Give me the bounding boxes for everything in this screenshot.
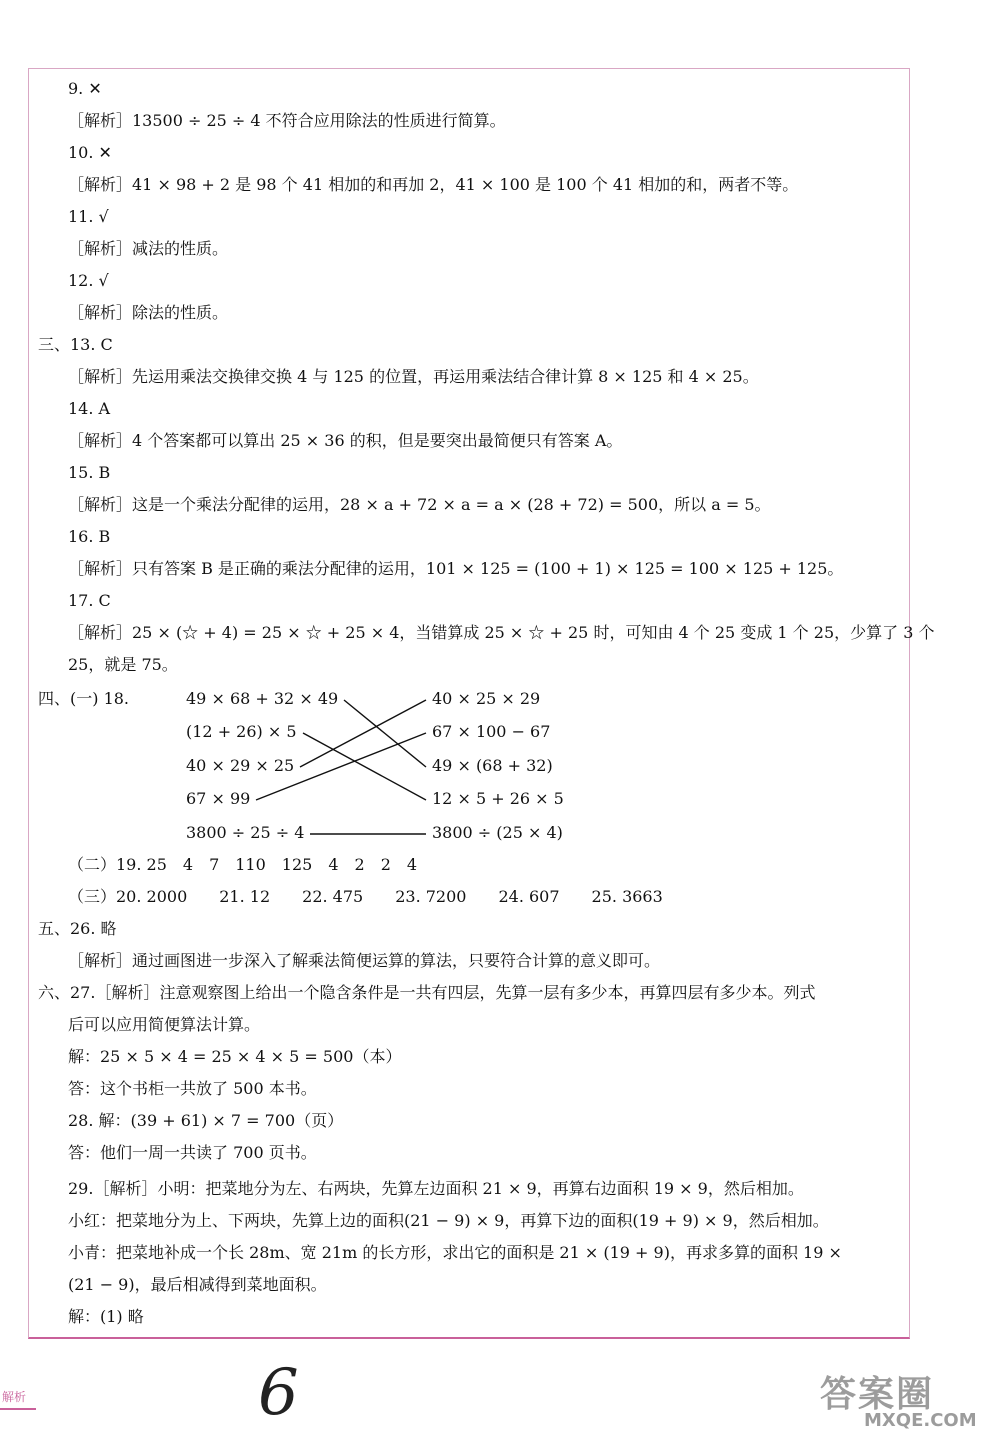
answer-17: 17. C <box>68 591 111 610</box>
analysis-29-xiaoqing-2: (21 − 9)，最后相减得到菜地面积。 <box>68 1275 327 1294</box>
watermark-cn: 答案圈 <box>820 1374 935 1415</box>
matching-right-item: 12 × 5 + 26 × 5 <box>432 789 564 808</box>
matching-left-item: 67 × 99 <box>186 789 251 808</box>
matching-label: 四、(一) 18. <box>38 689 130 708</box>
analysis-29-xiaohong: 小红：把菜地分为上、下两块，先算上边的面积(21 − 9) × 9，再算下边的面积(19 + 9) × 9，然后相加。 <box>68 1211 829 1230</box>
answer-12: 12. √ <box>68 271 109 290</box>
solution-27: 解：25 × 5 × 4 = 25 × 4 × 5 = 500（本） <box>68 1047 402 1066</box>
solution-28: 28. 解：(39 + 61) × 7 = 700（页） <box>68 1111 344 1130</box>
page-number: 6 <box>258 1356 299 1430</box>
matching-connector <box>256 733 426 800</box>
analysis-29-xiaoqing-1: 小青：把菜地补成一个长 28m、宽 21m 的长方形，求出它的面积是 21 × (19 + 9)，再求多算的面积 19 × <box>68 1243 842 1262</box>
answer-16: 16. B <box>68 527 111 546</box>
matching-right-item: 67 × 100 − 67 <box>432 722 551 741</box>
analysis-27-line1: 六、27.［解析］注意观察图上给出一个隐含条件是一共有四层，先算一层有多少本，再算四层有多少本。列式 <box>38 983 816 1002</box>
analysis-13: ［解析］先运用乘法交换律交换 4 与 125 的位置，再运用乘法结合律计算 8 × 125 和 4 × 25。 <box>68 367 759 386</box>
matching-right-item: 49 × (68 + 32) <box>432 756 553 775</box>
reply-27: 答：这个书柜一共放了 500 本书。 <box>68 1079 317 1098</box>
solution-29: 解：(1) 略 <box>68 1307 144 1326</box>
analysis-14: ［解析］4 个答案都可以算出 25 × 36 的积，但是要突出最简便只有答案 A。 <box>68 431 623 450</box>
analysis-17-line2: 25，就是 75。 <box>68 655 178 674</box>
matching-left-item: (12 + 26) × 5 <box>186 722 297 741</box>
answer-13: 三、13. C <box>38 335 113 354</box>
answer-11: 11. √ <box>68 207 109 226</box>
answer-26: 五、26. 略 <box>38 919 117 938</box>
matching-left-item: 49 × 68 + 32 × 49 <box>186 689 339 708</box>
analysis-27-line2: 后可以应用简便算法计算。 <box>68 1015 261 1034</box>
corner-section-label: 解析 <box>2 1390 27 1404</box>
matching-connector <box>300 700 426 767</box>
answer-20-25: （三）20. 2000 21. 12 22. 475 23. 7200 24. 607 25. 3663 <box>68 887 663 906</box>
analysis-29-xiaoming: 29.［解析］小明：把菜地分为左、右两块，先算左边面积 21 × 9，再算右边面积 19 × 9，然后相加。 <box>68 1179 804 1198</box>
answer-9: 9. ✕ <box>68 79 102 98</box>
answer-10: 10. ✕ <box>68 143 112 162</box>
matching-left-item: 3800 ÷ 25 ÷ 4 <box>186 823 305 842</box>
matching-right-item: 40 × 25 × 29 <box>432 689 541 708</box>
analysis-17-line1: ［解析］25 × (☆ + 4) = 25 × ☆ + 25 × 4，当错算成 25 × ☆ + 25 时，可知由 4 个 25 变成 1 个 25，少算了 3 个 <box>68 623 935 642</box>
matching-connector <box>344 700 426 767</box>
matching-connector <box>303 733 426 800</box>
answer-14: 14. A <box>68 399 111 418</box>
analysis-12: ［解析］除法的性质。 <box>68 303 229 322</box>
matching-left-item: 40 × 29 × 25 <box>186 756 295 775</box>
analysis-9: ［解析］13500 ÷ 25 ÷ 4 不符合应用除法的性质进行简算。 <box>68 111 506 130</box>
analysis-10: ［解析］41 × 98 + 2 是 98 个 41 相加的和再加 2，41 × 100 是 100 个 41 相加的和，两者不等。 <box>68 175 799 194</box>
analysis-16: ［解析］只有答案 B 是正确的乘法分配律的运用，101 × 125 = (100 + 1) × 125 = 100 × 125 + 125。 <box>68 559 844 578</box>
corner-bar <box>0 1408 36 1410</box>
watermark-en: MXQE.COM <box>864 1410 977 1431</box>
analysis-15: ［解析］这是一个乘法分配律的运用，28 × a + 72 × a = a × (28 + 72) = 500，所以 a = 5。 <box>68 495 771 514</box>
answer-19: （二）19. 25 4 7 110 125 4 2 2 4 <box>68 855 418 874</box>
analysis-26: ［解析］通过画图进一步深入了解乘法简便运算的算法，只要符合计算的意义即可。 <box>68 951 661 970</box>
answer-15: 15. B <box>68 463 111 482</box>
matching-right-item: 3800 ÷ (25 × 4) <box>432 823 563 842</box>
reply-28: 答：他们一周一共读了 700 页书。 <box>68 1143 317 1162</box>
analysis-11: ［解析］减法的性质。 <box>68 239 229 258</box>
watermark-logo <box>820 1366 990 1432</box>
